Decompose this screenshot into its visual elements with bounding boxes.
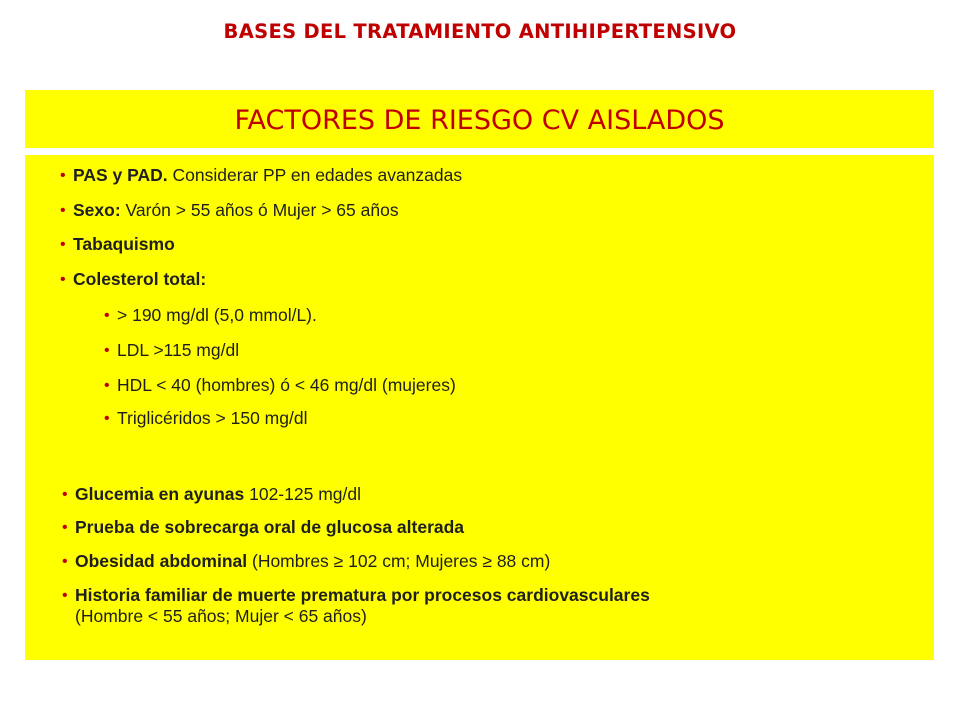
- bullet-icon: •: [104, 410, 110, 427]
- item-label: Prueba de sobrecarga oral de glucosa alterada: [75, 517, 465, 537]
- item-text: (Hombre < 55 años; Mujer < 65 años): [75, 606, 367, 626]
- item-text: Considerar PP en edades avanzadas: [167, 165, 463, 185]
- item-label: Glucemia en ayunas: [75, 484, 245, 504]
- item-label: Historia familiar de muerte prematura por procesos cardiovasculares: [75, 585, 650, 605]
- sub-item: [104, 305, 317, 326]
- list-item-tabaquismo: [60, 234, 175, 255]
- list-item-prueba: [62, 517, 895, 538]
- bullet-icon: •: [62, 519, 68, 536]
- bullet-icon: •: [62, 587, 68, 604]
- sub-item-text: Triglicéridos > 150 mg/dl: [117, 408, 308, 428]
- item-text: Varón > 55 años ó Mujer > 65 años: [120, 200, 399, 220]
- bullet-icon: •: [60, 202, 66, 219]
- list-item-glucemia: [62, 484, 895, 505]
- section-title: FACTORES DE RIESGO CV AISLADOS: [234, 105, 725, 136]
- sub-item-text: > 190 mg/dl (5,0 mmol/L).: [117, 305, 317, 325]
- sub-item-text: LDL >115 mg/dl: [117, 340, 240, 360]
- bullet-icon: •: [60, 167, 66, 184]
- list-item-obesidad: [62, 551, 895, 572]
- list-item-colesterol: [60, 269, 207, 290]
- bullet-icon: •: [60, 236, 66, 253]
- sub-item: [104, 340, 240, 361]
- item-label: Tabaquismo: [73, 234, 175, 254]
- item-label: Obesidad abdominal: [75, 551, 248, 571]
- section-title-box: [25, 90, 934, 148]
- sub-item: [104, 408, 308, 429]
- list-item-sexo: [60, 200, 399, 221]
- bullet-icon: •: [104, 307, 110, 324]
- item-text: 102-125 mg/dl: [244, 484, 361, 504]
- bullet-icon: •: [60, 271, 66, 288]
- bullet-icon: •: [62, 486, 68, 503]
- sub-item-text: HDL < 40 (hombres) ó < 46 mg/dl (mujeres): [117, 375, 456, 395]
- list-item-pas: [60, 165, 463, 186]
- item-label: Sexo:: [73, 200, 121, 220]
- item-text: (Hombres ≥ 102 cm; Mujeres ≥ 88 cm): [247, 551, 551, 571]
- sub-item: [104, 375, 456, 396]
- page-title: BASES DEL TRATAMIENTO ANTIHIPERTENSIVO: [223, 20, 737, 43]
- bullet-icon: •: [104, 377, 110, 394]
- item-label: PAS y PAD.: [73, 165, 168, 185]
- list-item-historia: [62, 585, 895, 627]
- bullet-icon: •: [104, 342, 110, 359]
- bullet-icon: •: [62, 553, 68, 570]
- item-label: Colesterol total:: [73, 269, 207, 289]
- content-box: [25, 155, 934, 660]
